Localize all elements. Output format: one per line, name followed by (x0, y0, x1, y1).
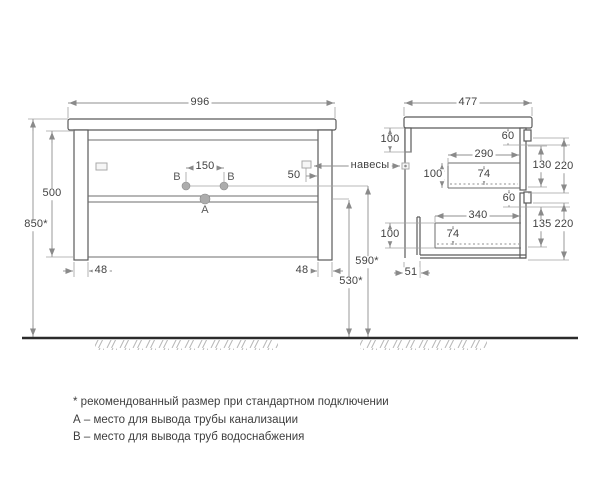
dim-bottom-back-inset: 51 (404, 266, 418, 279)
dim-right-leg-width: 48 (295, 264, 309, 277)
dim-drain-outlet-height: 530* (339, 275, 363, 288)
floor-hatching-left (95, 340, 278, 350)
floor (22, 338, 578, 350)
dim-top-drawer-height: 100 (423, 168, 443, 181)
drain-point (200, 194, 210, 204)
floor-hatching-right (360, 340, 487, 350)
dim-top-drawer-depth: 290 (474, 148, 494, 161)
dim-top-front-gap: 130 (532, 159, 552, 172)
water-point-left (182, 182, 190, 190)
dim-hanger-offset: 50 (287, 169, 301, 182)
dim-bottom-front-gap: 135 (532, 218, 552, 231)
hangers-callout: навесы (350, 159, 390, 172)
dim-top-handle-offset: 60 (501, 130, 515, 143)
dim-front-width: 996 (190, 96, 210, 109)
dim-left-leg-width: 48 (94, 264, 108, 277)
dim-top-drawer-inner-height: 74 (477, 168, 491, 181)
footnote-point-a: А – место для вывода трубы канализации (73, 414, 299, 426)
dim-bottom-drawer-inner-height: 74 (446, 228, 460, 241)
point-label-a: А (201, 204, 209, 217)
front-left-panel (74, 130, 88, 260)
footnote-recommended-size: * рекомендованный размер при стандартном подключении (73, 396, 389, 408)
side-top-handle (524, 130, 531, 141)
footnote-point-b: В – место для вывода труб водоснабжения (73, 431, 305, 443)
point-label-b-right: В (227, 171, 235, 184)
side-hanger-rail (405, 128, 411, 152)
front-left-hanger-bracket (96, 163, 107, 170)
dim-bottom-handle-offset: 60 (502, 192, 516, 205)
side-bottom-handle (524, 192, 531, 203)
dim-bottom-drawer-depth: 340 (468, 209, 488, 222)
dim-side-depth: 477 (458, 96, 478, 109)
point-label-b-left: В (173, 171, 181, 184)
dim-water-outlet-height: 590* (355, 255, 379, 268)
dim-bottom-drawer-height: 100 (380, 228, 400, 241)
front-countertop (68, 119, 336, 130)
side-countertop (404, 117, 532, 128)
dim-top-front-height: 220 (554, 160, 574, 173)
dim-hanger-height: 100 (380, 133, 400, 146)
dim-water-points-spacing: 150 (195, 160, 215, 173)
dim-mounting-height: 850* (24, 218, 48, 231)
front-right-panel (318, 130, 332, 260)
dim-cabinet-height: 500 (42, 187, 62, 200)
dim-bottom-front-height: 220 (554, 218, 574, 231)
front-view (68, 119, 368, 260)
side-view-dimensions (384, 103, 570, 278)
front-right-hanger-bracket (302, 161, 311, 168)
